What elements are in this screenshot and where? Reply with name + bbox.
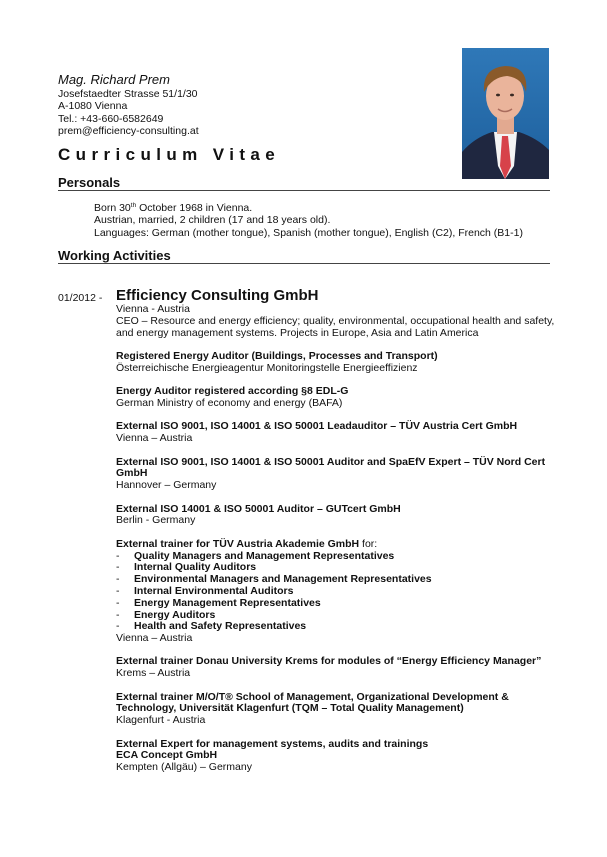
- job-summary: Vienna - Austria CEO – Resource and energy efficiency; quality, environmental, occupational health and safety, and energy management systems. Projects in Europe, Asia and Latin America: [116, 303, 555, 339]
- languages-line: Languages: German (mother tongue), Spanish (mother tongue), English (C2), French (B1-1): [94, 226, 523, 239]
- list-item: - Internal Quality Auditors: [116, 561, 257, 574]
- section-divider: [58, 190, 550, 191]
- portrait-photo: [462, 48, 549, 179]
- list-item: - Environmental Managers and Management Representatives: [116, 573, 432, 586]
- company-name: Efficiency Consulting GmbH: [116, 287, 319, 304]
- entry-gutcert-auditor: External ISO 14001 & ISO 50001 Auditor – GUTcert GmbH Berlin - Germany: [116, 502, 401, 527]
- personals-block: [94, 202, 523, 239]
- list-item: - Quality Managers and Management Representatives: [116, 549, 395, 562]
- phone-number: Tel.: +43-660-6582649: [58, 112, 164, 125]
- entry-tuv-austria-auditor: External ISO 9001, ISO 14001 & ISO 50001 Leadauditor – TÜV Austria Cert GmbH Vienna – Austria: [116, 420, 518, 445]
- list-item: - Internal Environmental Auditors: [116, 584, 294, 597]
- entry-energy-auditor-registered: Registered Energy Auditor (Buildings, Processes and Transport) Österreichische Energieagentur Monitoringstelle Energieeffizienz: [116, 349, 438, 374]
- person-name: Mag. Richard Prem: [58, 72, 170, 87]
- address-line-street: Josefstaedter Strasse 51/1/30: [58, 88, 198, 100]
- entry-tuv-trainer: External trainer for TÜV Austria Akademie GmbH for: - Quality Managers and Management Representatives - Internal Quality Auditors - Environmental Managers and Management Representatives - Internal Environmental Auditors - Energy Management Representatives - Energy Auditors - Health and Safety Representatives Vienna – Austria: [116, 539, 556, 645]
- contact-block: [58, 88, 199, 137]
- section-heading-working: Working Activities: [58, 248, 171, 263]
- family-line: Austrian, married, 2 children (17 and 18 years old).: [94, 214, 331, 227]
- entry-eca-expert: External Expert for management systems, audits and trainings ECA Concept GmbH Kempten (Allgäu) – Germany: [116, 737, 429, 774]
- entry-energy-auditor-edlg: Energy Auditor registered according §8 EDL-G German Ministry of economy and energy (BAFA): [116, 385, 349, 409]
- email-address: prem@efficiency-consulting.at: [58, 124, 199, 137]
- address-line-city: A-1080 Vienna: [58, 100, 128, 113]
- list-item: - Health and Safety Representatives: [116, 620, 307, 633]
- section-divider: [58, 263, 550, 264]
- birth-line: Born 30th October 1968 in Vienna.: [94, 202, 253, 214]
- list-item: - Energy Auditors: [116, 608, 216, 621]
- employment-date: 01/2012 -: [58, 292, 103, 304]
- page-title: Curriculum Vitae: [58, 145, 281, 164]
- entry-mot-trainer: External trainer M/O/T® School of Management, Organizational Development & Technology, Universität Klagenfurt (TQM – Total Quality Management) Klagenfurt - Austria: [116, 690, 509, 727]
- section-heading-personals: Personals: [58, 175, 121, 190]
- job-details: [116, 304, 556, 786]
- list-item: - Energy Management Representatives: [116, 596, 321, 609]
- entry-donau-trainer: External trainer Donau University Krems for modules of “Energy Efficiency Manager” Krems – Austria: [116, 655, 542, 680]
- entry-tuv-nord-auditor: External ISO 9001, ISO 14001 & ISO 50001 Auditor and SpaEfV Expert – TÜV Nord Cert GmbH Hannover – Germany: [116, 455, 546, 492]
